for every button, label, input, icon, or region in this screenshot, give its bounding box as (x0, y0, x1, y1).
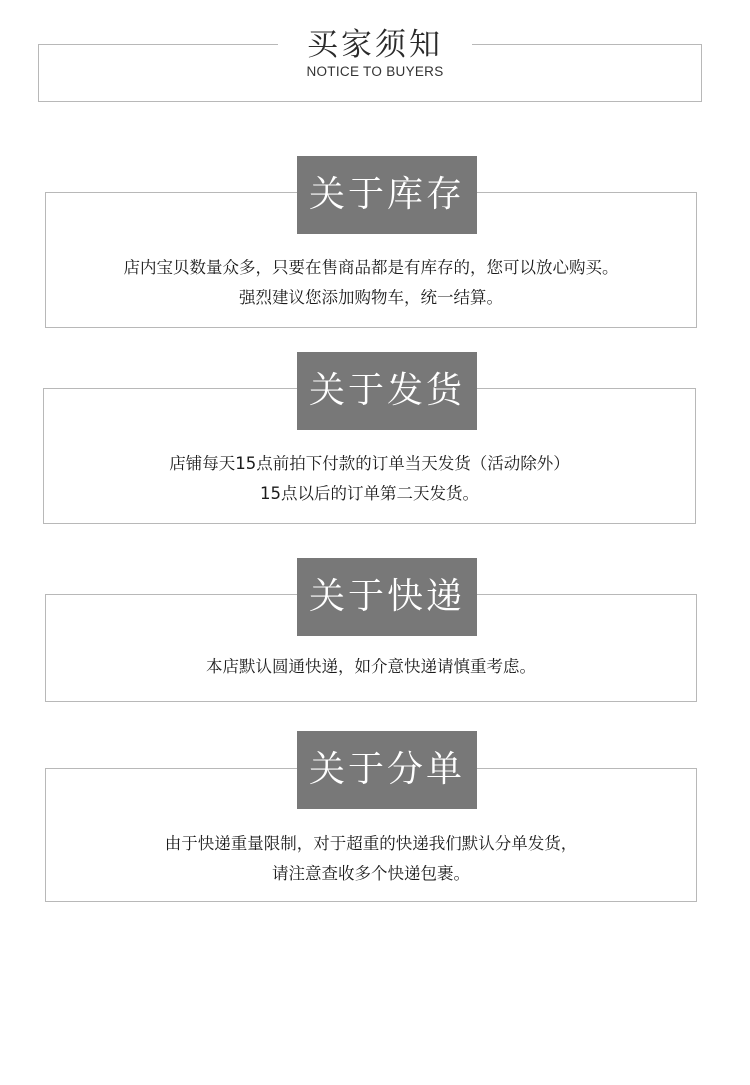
split-order-text-line-2: 请注意查收多个快递包裹。 (272, 864, 470, 883)
stock-text (46, 253, 696, 313)
notice-header (278, 27, 472, 92)
notice-title: 买家须知 (307, 27, 443, 63)
stock-section-tag: 关于库存 (297, 156, 477, 234)
notice-subtitle: NOTICE TO BUYERS (306, 64, 444, 79)
courier-section-tag: 关于快递 (297, 558, 477, 636)
stock-text-line-1: 店内宝贝数量众多，只要在售商品都是有库存的，您可以放心购买。 (123, 258, 619, 277)
shipping-text (44, 449, 695, 509)
split-order-text-line-1: 由于快递重量限制，对于超重的快递我们默认分单发货， (164, 834, 578, 853)
shipping-section-tag: 关于发货 (297, 352, 477, 430)
courier-text-line-1: 本店默认圆通快递，如介意快递请慎重考虑。 (206, 657, 536, 676)
stock-text-line-2: 强烈建议您添加购物车，统一结算。 (239, 288, 503, 307)
split-order-section-tag: 关于分单 (297, 731, 477, 809)
shipping-text-line-2: 15点以后的订单第二天发货。 (260, 484, 479, 503)
courier-text (46, 652, 696, 682)
shipping-text-line-1: 店铺每天15点前拍下付款的订单当天发货（活动除外） (169, 454, 570, 473)
split-order-text (46, 829, 696, 889)
